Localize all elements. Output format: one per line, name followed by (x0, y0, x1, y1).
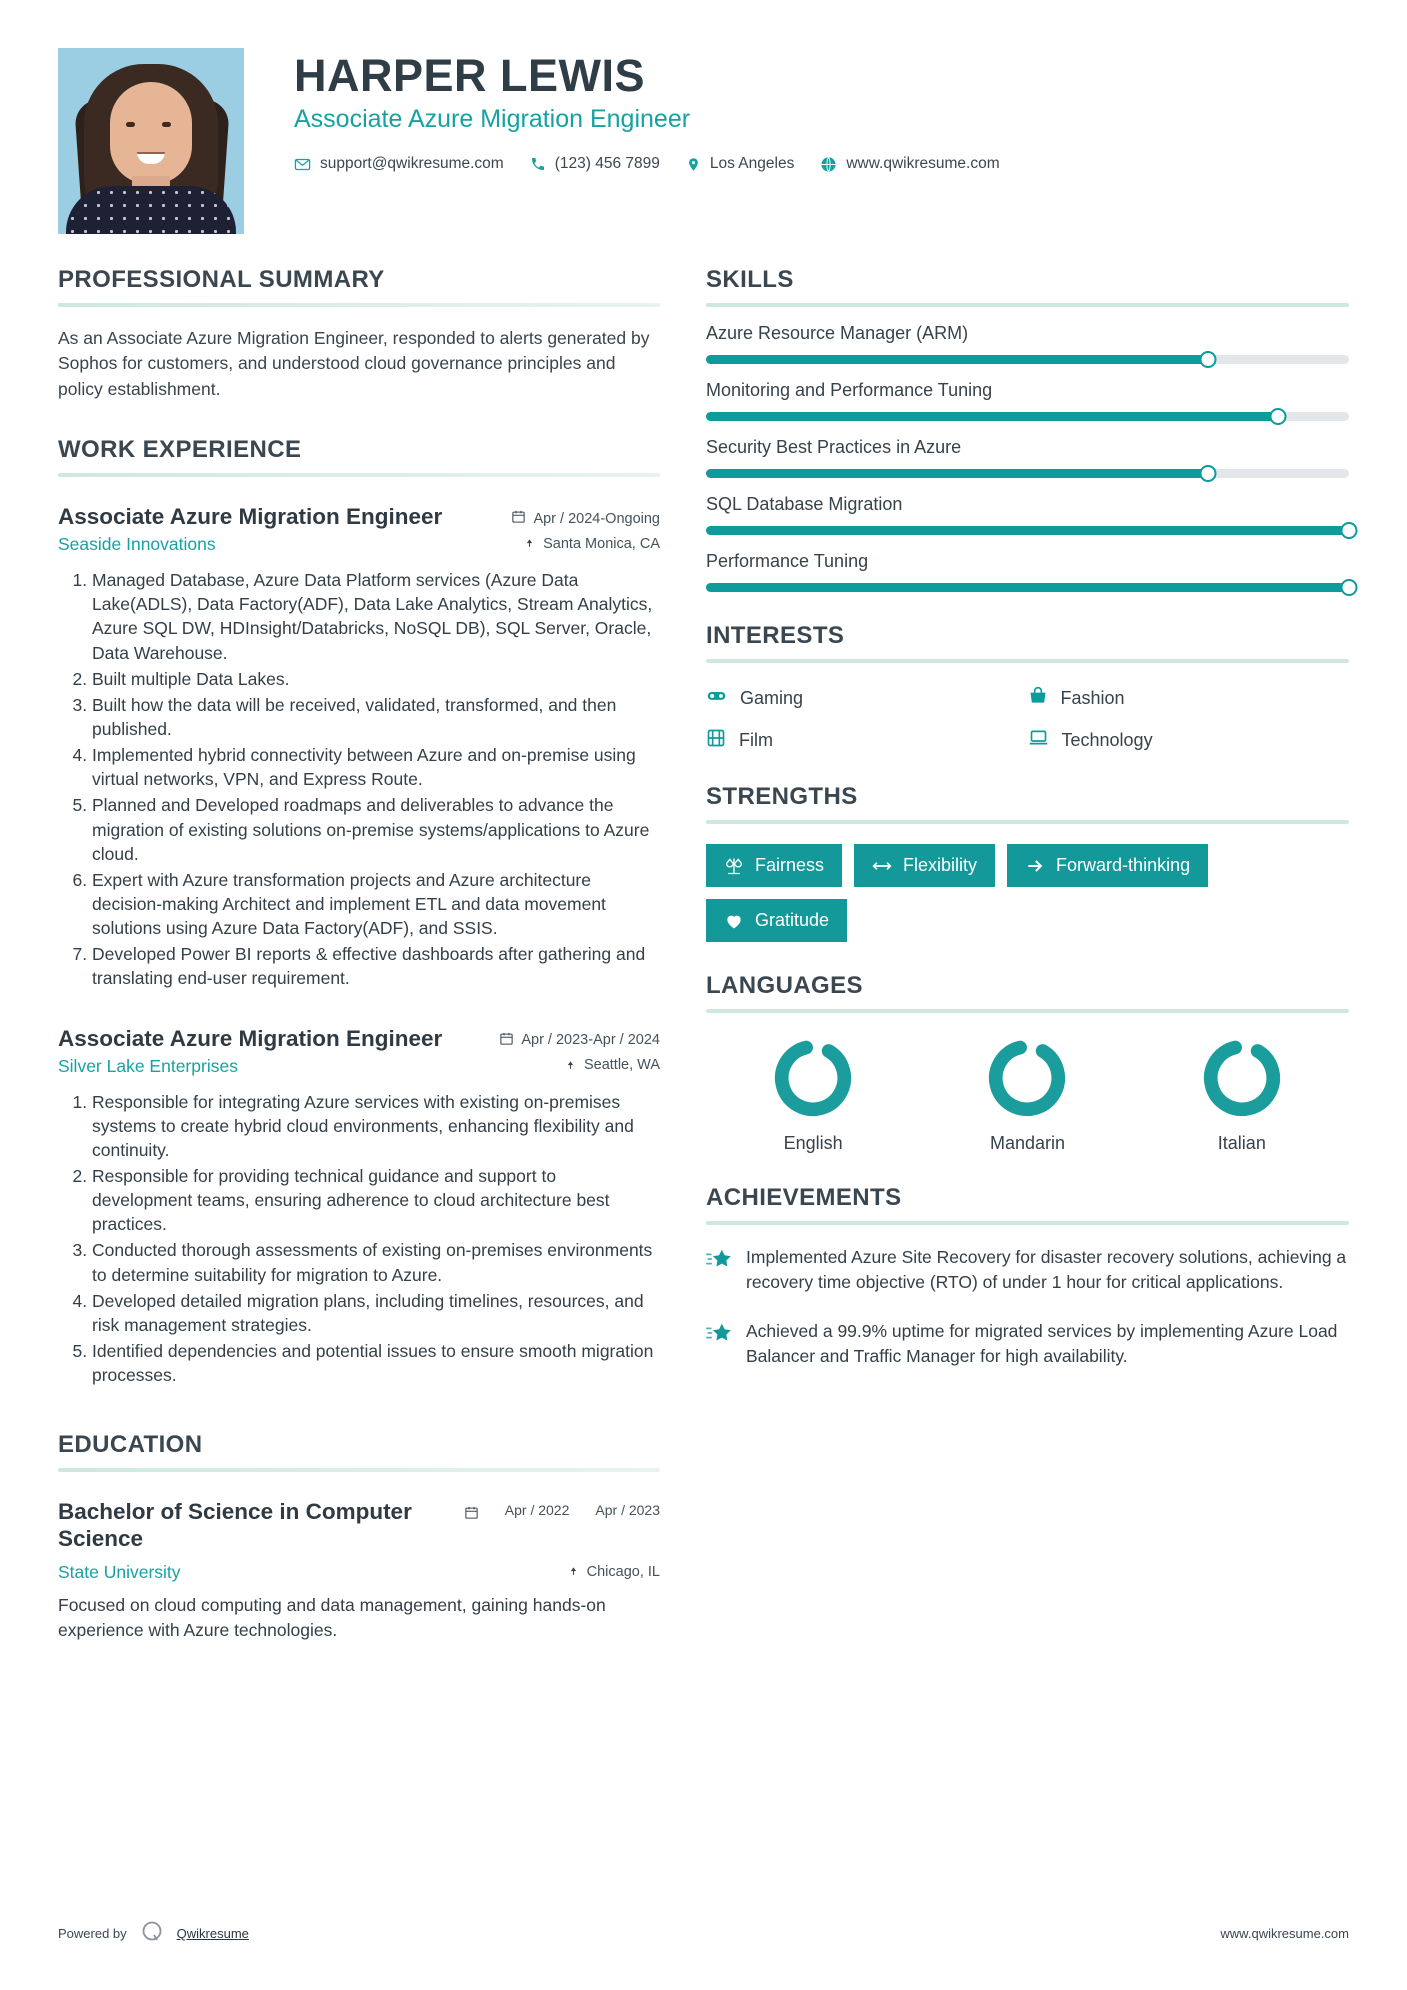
skill-item (706, 494, 1349, 535)
language-item (920, 1037, 1134, 1154)
left-column (58, 266, 660, 1643)
education-section (58, 1431, 660, 1643)
list-item: 4. Developed detailed migration plans, including timelines, resources, and risk management strategies. (92, 1289, 660, 1337)
skills-heading: SKILLS (706, 266, 794, 293)
skill-bar-fill (706, 526, 1349, 535)
achievements-section (706, 1184, 1349, 1368)
interest-label: Gaming (740, 687, 804, 708)
contact-website-value: www.qwikresume.com (846, 155, 1000, 173)
star-icon (706, 1319, 732, 1369)
interest-item (706, 685, 1028, 711)
interest-item (706, 727, 1028, 753)
calendar-icon (511, 509, 526, 528)
job-dates (499, 1031, 660, 1050)
strength-label: Fairness (755, 855, 825, 875)
interest-item (1028, 685, 1350, 711)
contact-location (686, 155, 794, 173)
language-item (706, 1037, 920, 1154)
job-bullets (58, 568, 660, 990)
experience-section (58, 436, 660, 1387)
skill-bar-fill (706, 412, 1278, 421)
section-divider (706, 659, 1349, 663)
skill-bar (706, 355, 1349, 364)
job-company: Silver Lake Enterprises (58, 1055, 238, 1076)
contact-phone[interactable] (530, 155, 660, 173)
section-divider (58, 303, 660, 307)
skill-item (706, 323, 1349, 364)
degree-title: Bachelor of Science in Computer Science (58, 1499, 412, 1552)
section-divider (706, 303, 1349, 307)
powered-by (58, 1919, 249, 1948)
contact-location-value: Los Angeles (709, 155, 795, 173)
arrow-right-icon (1025, 856, 1045, 876)
skill-item (706, 380, 1349, 421)
right-column (706, 266, 1349, 1643)
list-item: 6. Expert with Azure transformation projects and Azure architecture decision-making Architect and implement ETL and data movement solutions using Azure Data Factory(ADF), and SSIS. (92, 868, 660, 940)
pin-icon (567, 1562, 580, 1581)
skill-bar (706, 412, 1349, 421)
job-dates (511, 509, 660, 528)
arrows-icon (872, 856, 892, 876)
contact-list (294, 155, 1349, 173)
list-item: 2. Responsible for providing technical guidance and support to development teams, ensuring adherence to cloud architecture best practices. (92, 1164, 660, 1236)
skill-label: Security Best Practices in Azure (706, 437, 962, 457)
skill-item (706, 437, 1349, 478)
education-date-end: Apr / 2023 (595, 1502, 660, 1519)
list-item: 3. Built how the data will be received, validated, transformed, and then published. (92, 693, 660, 741)
strength-tag (1007, 844, 1208, 887)
skills-section (706, 266, 1349, 592)
school-name: State University (58, 1562, 181, 1583)
skill-label: Performance Tuning (706, 551, 869, 571)
laptop-icon (1028, 727, 1049, 753)
qwikresume-logo-icon (139, 1919, 165, 1948)
language-label: Italian (1217, 1133, 1266, 1153)
summary-heading: PROFESSIONAL SUMMARY (58, 266, 385, 293)
strength-label: Forward-thinking (1056, 855, 1191, 875)
skill-bar-fill (706, 469, 1208, 478)
job-title: Associate Azure Migration Engineer (58, 504, 443, 530)
list-item: 5. Planned and Developed roadmaps and deliverables to advance the migration of existing solutions on-premise systems/applications to Azure cloud. (92, 793, 660, 865)
list-item: 3. Conducted thorough assessments of existing on-premises environments to determine suitability for migration to Azure. (92, 1238, 660, 1286)
interest-label: Technology (1061, 729, 1153, 750)
experience-heading: WORK EXPERIENCE (58, 436, 302, 464)
achievement-item (706, 1245, 1349, 1295)
contact-phone-value: (123) 456 7899 (554, 155, 660, 173)
list-item: 4. Implemented hybrid connectivity between Azure and on-premise using virtual networks, VPN, and Express Route. (92, 743, 660, 791)
resume-header (58, 48, 1349, 234)
candidate-name: HARPER LEWIS (294, 50, 646, 101)
education-location-value: Chicago, IL (586, 1563, 660, 1580)
section-divider (58, 1468, 660, 1472)
job-location (564, 1056, 660, 1075)
strengths-section (706, 783, 1349, 942)
skill-bar-knob (1341, 579, 1358, 596)
scales-icon (724, 856, 744, 876)
job-location-value: Santa Monica, CA (543, 535, 660, 552)
contact-email-value: support@qwikresume.com (320, 155, 504, 173)
calendar-icon (464, 1502, 479, 1523)
section-divider (706, 820, 1349, 824)
education-description: Focused on cloud computing and data management, gaining hands-on experience with Azure technologies. (58, 1595, 606, 1641)
qwikresume-link[interactable]: Qwikresume (176, 1926, 249, 1941)
skill-bar (706, 469, 1349, 478)
contact-email[interactable] (294, 155, 504, 173)
job-entry (58, 503, 660, 990)
section-divider (58, 473, 660, 477)
job-location-value: Seattle, WA (583, 1057, 660, 1074)
interest-label: Fashion (1060, 687, 1125, 708)
heart-icon (724, 911, 744, 931)
strength-tag (706, 844, 842, 887)
powered-by-label: Powered by (58, 1926, 127, 1941)
page-footer (58, 1919, 1349, 1948)
pin-icon (523, 534, 536, 553)
job-dates-value: Apr / 2023-Apr / 2024 (521, 1032, 660, 1049)
job-location (523, 534, 660, 553)
job-bullets (58, 1090, 660, 1388)
skill-bar-knob (1199, 351, 1216, 368)
interests-section (706, 622, 1349, 753)
interests-heading: INTERESTS (706, 622, 845, 649)
phone-icon (530, 156, 546, 172)
achievement-item (706, 1319, 1349, 1369)
language-label: English (783, 1133, 843, 1153)
skill-bar-knob (1341, 522, 1358, 539)
footer-website: www.qwikresume.com (1220, 1926, 1349, 1941)
strengths-heading: STRENGTHS (706, 783, 858, 810)
strength-label: Gratitude (755, 910, 830, 930)
skill-label: SQL Database Migration (706, 494, 903, 514)
interest-label: Film (739, 729, 773, 750)
education-heading: EDUCATION (58, 1431, 203, 1459)
list-item: 1. Responsible for integrating Azure services with existing on-premises systems to create hybrid cloud environments, enhancing flexibility and continuity. (92, 1090, 660, 1162)
skill-bar-knob (1199, 465, 1216, 482)
job-dates-value: Apr / 2024-Ongoing (533, 510, 660, 527)
profile-photo (58, 48, 244, 234)
list-item: 2. Built multiple Data Lakes. (92, 667, 660, 691)
globe-icon (820, 156, 837, 173)
summary-text: As an Associate Azure Migration Engineer, responded to alerts generated by Sophos for customers, and understood cloud governance principles and policy establishment. (58, 328, 650, 399)
language-donut (772, 1037, 854, 1119)
language-donut (986, 1037, 1068, 1119)
skill-bar-knob (1270, 408, 1287, 425)
job-title: Associate Azure Migration Engineer (58, 1025, 443, 1051)
language-item (1135, 1037, 1349, 1154)
strength-label: Flexibility (903, 855, 978, 875)
email-icon (294, 156, 311, 173)
skill-bar (706, 526, 1349, 535)
skill-label: Azure Resource Manager (ARM) (706, 323, 969, 343)
location-icon (686, 156, 701, 173)
achievement-text: Achieved a 99.9% uptime for migrated services by implementing Azure Load Balancer and Traffic Manager for high availability. (746, 1320, 1338, 1366)
list-item: 1. Managed Database, Azure Data Platform services (Azure Data Lake(ADLS), Data Factory(ADF), Data Lake Analytics, Stream Analytics, Azure SQL DW, HDInsight/Databricks, NoSQL DB), SQL Server, Oracle, Data Warehouse. (92, 568, 660, 665)
skill-bar (706, 583, 1349, 592)
languages-section (706, 972, 1349, 1154)
list-item: 5. Identified dependencies and potential issues to ensure smooth migration processes. (92, 1339, 660, 1387)
skill-label: Monitoring and Performance Tuning (706, 380, 993, 400)
skill-bar-fill (706, 583, 1349, 592)
language-donut (1201, 1037, 1283, 1119)
language-label: Mandarin (989, 1133, 1066, 1153)
interest-item (1028, 727, 1350, 753)
job-entry (58, 1025, 660, 1388)
skill-item (706, 551, 1349, 592)
star-icon (706, 1245, 732, 1295)
section-divider (706, 1221, 1349, 1225)
list-item: 7. Developed Power BI reports & effective dashboards after gathering and translating end-user requirement. (92, 942, 660, 990)
contact-website[interactable] (820, 155, 999, 173)
strength-tag (854, 844, 995, 887)
achievements-heading: ACHIEVEMENTS (706, 1184, 902, 1211)
education-location (567, 1562, 660, 1581)
job-company: Seaside Innovations (58, 534, 216, 555)
education-date-start: Apr / 2022 (504, 1502, 570, 1519)
handbag-icon (1028, 686, 1048, 711)
film-icon (706, 728, 726, 753)
skill-bar-fill (706, 355, 1208, 364)
strength-tag (706, 899, 847, 942)
candidate-role: Associate Azure Migration Engineer (294, 105, 691, 134)
pin-icon (564, 1056, 577, 1075)
summary-section (58, 266, 660, 402)
achievement-text: Implemented Azure Site Recovery for disaster recovery solutions, achieving a recovery time objective (RTO) of under 1 hour for critical applications. (746, 1247, 1347, 1292)
gamepad-icon (706, 685, 727, 711)
languages-heading: LANGUAGES (706, 972, 863, 999)
education-entry (58, 1498, 660, 1643)
calendar-icon (499, 1031, 514, 1050)
section-divider (706, 1009, 1349, 1013)
education-dates (464, 1498, 660, 1523)
